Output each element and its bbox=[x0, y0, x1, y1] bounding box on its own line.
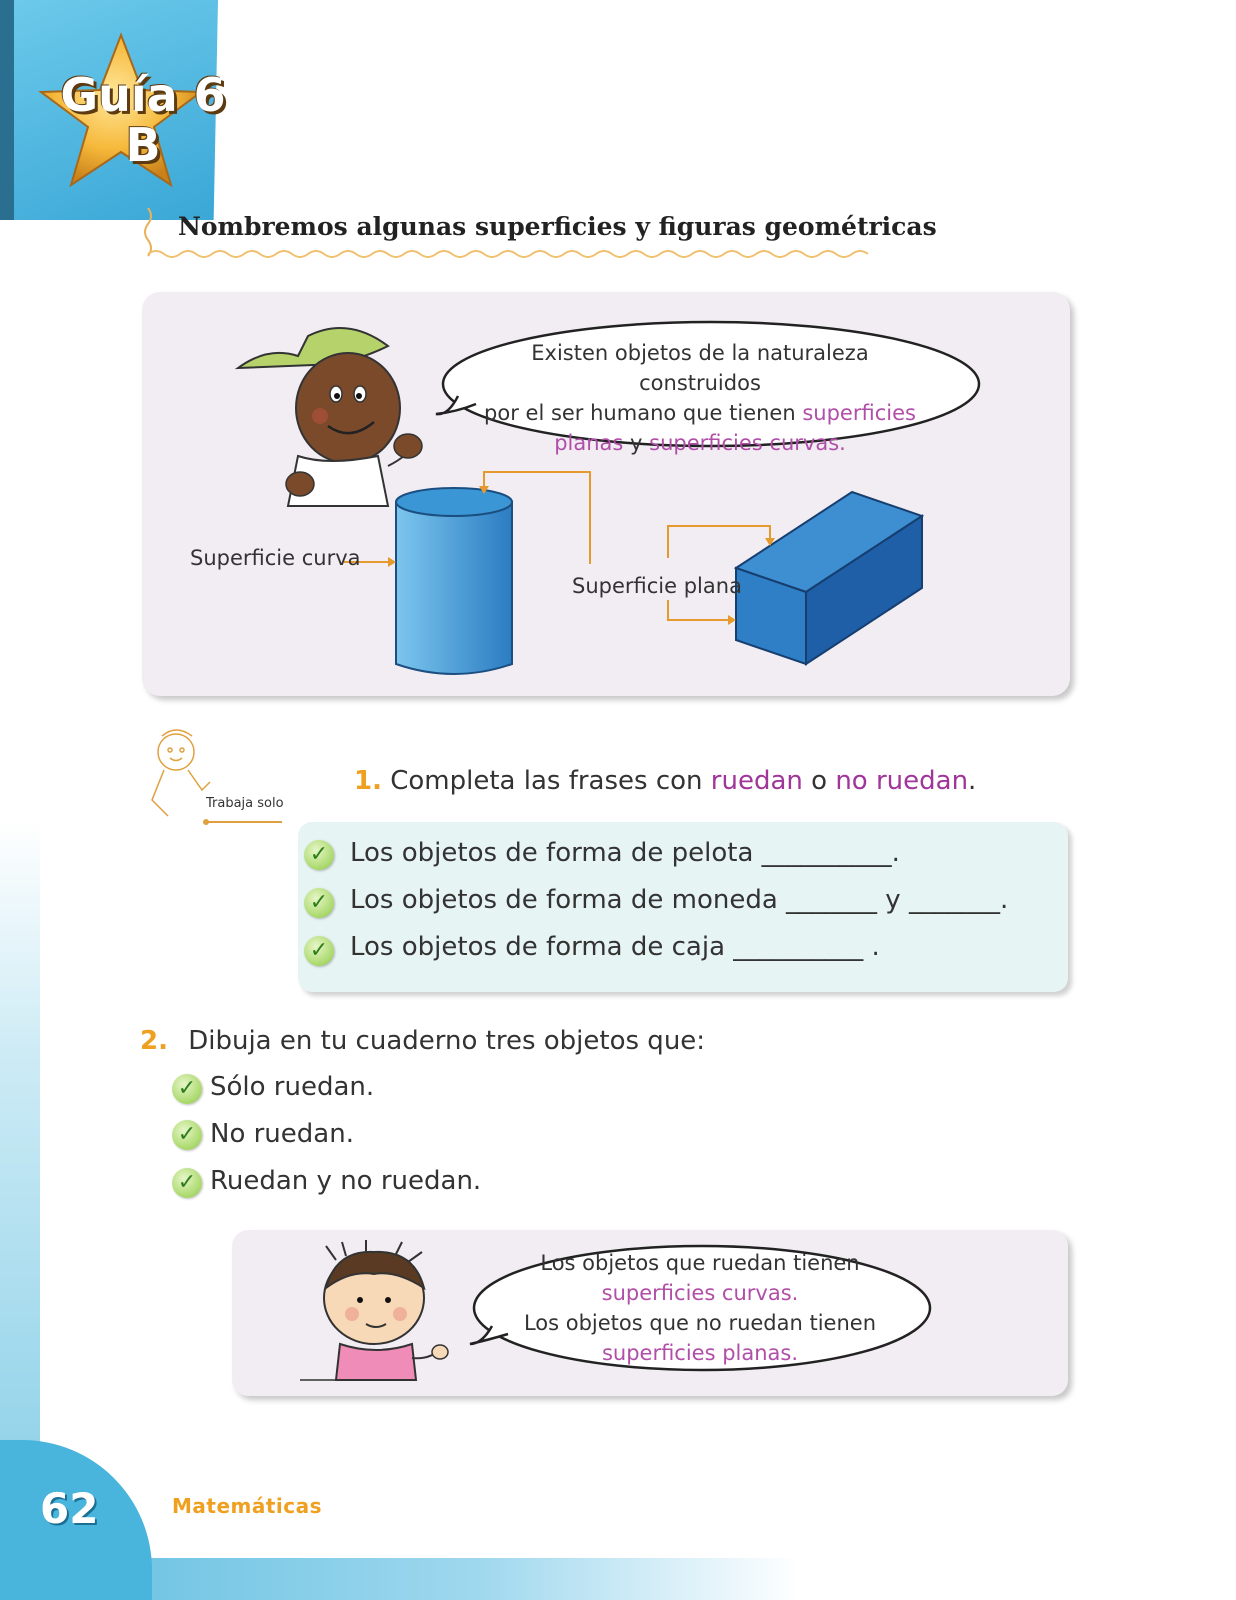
pointer-arrows bbox=[330, 464, 790, 634]
option-ruedan: ruedan bbox=[710, 766, 803, 796]
summary-bubble-text bbox=[500, 1248, 900, 1368]
work-alone-icon bbox=[140, 726, 286, 830]
question-1-number: 1. bbox=[354, 766, 382, 796]
check-icon: ✓ bbox=[172, 1168, 202, 1198]
section-title: Nombremos algunas superficies y figuras geométricas bbox=[178, 212, 937, 241]
girl-illustration bbox=[296, 1240, 456, 1388]
footer-subject: Matemáticas bbox=[172, 1494, 323, 1518]
guide-letter: B bbox=[125, 118, 161, 172]
check-icon: ✓ bbox=[304, 936, 334, 966]
page-number: 62 bbox=[40, 1484, 99, 1533]
option-connector: o bbox=[802, 766, 836, 796]
sentence-pelota: Los objetos de forma de pelota __________. bbox=[350, 838, 900, 868]
sentence-caja: Los objetos de forma de caja __________ . bbox=[350, 932, 880, 962]
question-2 bbox=[140, 1026, 705, 1056]
draw-item-no-roll: No ruedan. bbox=[210, 1119, 354, 1149]
intro-bubble-line1: Existen objetos de la naturaleza construidos bbox=[531, 341, 869, 395]
question-1-end: . bbox=[968, 766, 977, 796]
sentence-moneda: Los objetos de forma de moneda _______ y _______. bbox=[350, 885, 1009, 915]
work-alone-label: Trabaja solo bbox=[206, 796, 284, 811]
label-flat-surface: Superficie plana bbox=[572, 574, 742, 598]
intro-connector: y bbox=[623, 431, 650, 455]
intro-highlight-superficies: superficies bbox=[802, 401, 916, 425]
intro-highlight-planas: planas bbox=[554, 431, 624, 455]
check-icon: ✓ bbox=[172, 1074, 202, 1104]
check-icon: ✓ bbox=[304, 840, 334, 870]
intro-highlight-curvas: superficies curvas. bbox=[649, 431, 846, 455]
guide-title bbox=[58, 70, 228, 170]
draw-item-both: Ruedan y no ruedan. bbox=[210, 1166, 482, 1196]
intro-bubble-text bbox=[470, 338, 930, 458]
check-icon: ✓ bbox=[172, 1120, 202, 1150]
summary-line1: Los objetos que ruedan tienen bbox=[540, 1251, 860, 1275]
label-curved-surface: Superficie curva bbox=[190, 546, 361, 570]
question-1-text: Completa las frases con bbox=[390, 766, 711, 796]
question-2-number: 2. bbox=[140, 1026, 168, 1056]
check-icon: ✓ bbox=[304, 888, 334, 918]
guide-number: Guía 6 bbox=[60, 68, 226, 122]
intro-bubble-line2: por el ser humano que tienen bbox=[484, 401, 803, 425]
draw-item-only-roll: Sólo ruedan. bbox=[210, 1072, 375, 1102]
question-2-text: Dibuja en tu cuaderno tres objetos que: bbox=[188, 1026, 706, 1056]
question-1 bbox=[354, 766, 976, 796]
summary-line2: superficies curvas. bbox=[601, 1281, 799, 1305]
summary-line3: Los objetos que no ruedan tienen bbox=[523, 1311, 877, 1335]
corner-tab-edge bbox=[0, 0, 14, 220]
summary-line4: superficies planas. bbox=[601, 1341, 799, 1365]
option-no-ruedan: no ruedan bbox=[835, 766, 969, 796]
